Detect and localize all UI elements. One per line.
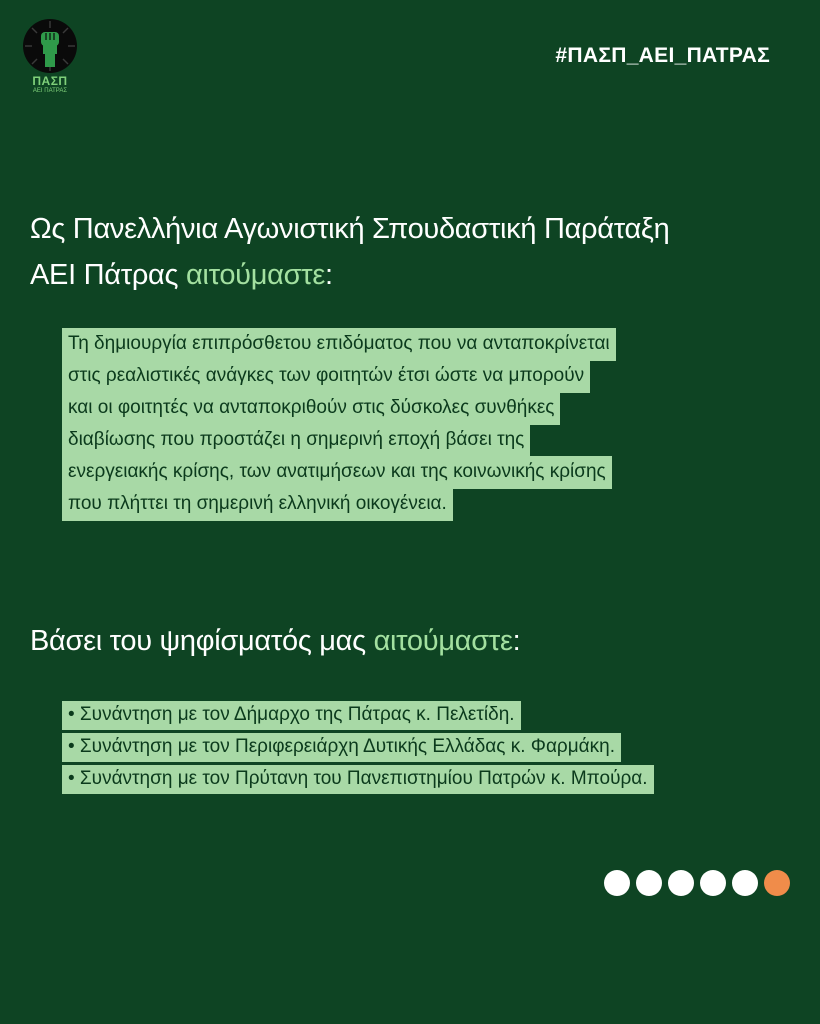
section1-heading-accent: αιτούμαστε xyxy=(185,259,325,291)
section1-heading xyxy=(30,206,800,298)
logo-subtext: ΑΕΙ ΠΑΤΡΑΣ xyxy=(32,88,68,94)
list-item: • Συνάντηση με τον Περιφερειάρχη Δυτικής Ελλάδας κ. Φαρμάκη. xyxy=(62,733,654,762)
section2-heading-prefix: Βάσει του ψηφίσματός μας xyxy=(30,625,374,657)
section1-heading-line2: ΑΕΙ Πάτρας xyxy=(30,259,186,291)
section1-heading-line1: Ως Πανελλήνια Αγωνιστική Σπουδαστική Παράταξη xyxy=(30,213,670,245)
paragraph-line: ενεργειακής κρίσης, των ανατιμήσεων και της κοινωνικής κρίσης xyxy=(62,456,762,488)
section2-heading-colon: : xyxy=(512,625,521,657)
paragraph-line: που πλήττει τη σημερινή ελληνική οικογένεια. xyxy=(62,488,762,520)
section2-heading xyxy=(30,618,520,664)
list-item: • Συνάντηση με τον Πρύτανη του Πανεπιστημίου Πατρών κ. Μπούρα. xyxy=(62,765,654,794)
paragraph-line: στις ρεαλιστικές ανάγκες των φοιτητών έτσι ώστε να μπορούν xyxy=(62,360,762,392)
carousel-pagination xyxy=(604,870,790,896)
demand-paragraph xyxy=(62,328,762,520)
page-dot-4[interactable] xyxy=(700,870,726,896)
logo-text: ΠΑΣΠ xyxy=(32,74,68,88)
page-dot-3[interactable] xyxy=(668,870,694,896)
list-item: • Συνάντηση με τον Δήμαρχο της Πάτρας κ. Πελετίδη. xyxy=(62,701,654,730)
logo xyxy=(22,18,82,98)
section1-heading-colon: : xyxy=(324,259,333,291)
page-dot-5[interactable] xyxy=(732,870,758,896)
demands-list xyxy=(62,701,654,797)
raised-fist-icon xyxy=(22,18,78,74)
paragraph-line: Τη δημιουργία επιπρόσθετου επιδόματος που να ανταποκρίνεται xyxy=(62,328,762,360)
page-dot-6-active[interactable] xyxy=(764,870,790,896)
section2-heading-accent: αιτούμαστε xyxy=(373,625,513,657)
page-dot-1[interactable] xyxy=(604,870,630,896)
page-dot-2[interactable] xyxy=(636,870,662,896)
paragraph-line: και οι φοιτητές να ανταποκριθούν στις δύσκολες συνθήκες xyxy=(62,392,762,424)
hashtag: #ΠΑΣΠ_ΑΕΙ_ΠΑΤΡΑΣ xyxy=(555,44,770,67)
paragraph-line: διαβίωσης που προστάζει η σημερινή εποχή βάσει της xyxy=(62,424,762,456)
